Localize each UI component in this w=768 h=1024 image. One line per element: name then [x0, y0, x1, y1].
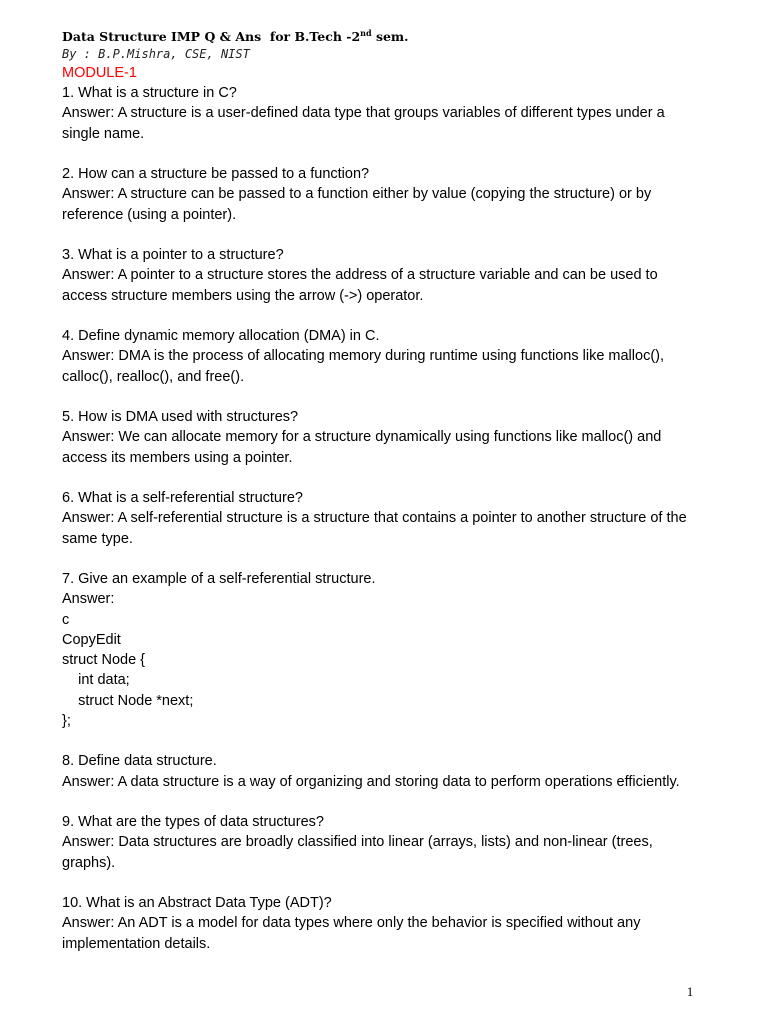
qa-item [62, 164, 702, 225]
answer-text: An ADT is a model for data types where only the behavior is specified without any implementation details. [62, 915, 641, 952]
document-title-superscript: nd [360, 28, 372, 38]
document-title [62, 28, 702, 46]
answer-label: Answer: [62, 510, 115, 527]
qa-item [62, 245, 702, 306]
qa-item [62, 326, 702, 387]
qa-item [62, 83, 702, 144]
answer-label: Answer: [62, 915, 115, 932]
code-line: CopyEdit [62, 631, 121, 648]
answer-label: Answer: [62, 834, 115, 851]
answer-label: Answer: [62, 105, 115, 122]
question-text: 1. What is a structure in C? [62, 85, 237, 101]
question-text: 3. What is a pointer to a structure? [62, 247, 284, 263]
code-line: int data; [62, 672, 130, 689]
question-text: 5. How is DMA used with structures? [62, 409, 299, 425]
qa-item [62, 893, 702, 954]
answer [62, 508, 702, 549]
question-text: 7. Give an example of a self-referential structure. [62, 571, 376, 587]
module-heading: MODULE-1 [62, 65, 137, 81]
answer-text: A structure can be passed to a function either by value (copying the structure) or by reference (using a pointer). [62, 186, 652, 223]
qa-item [62, 569, 702, 731]
question-text: 2. How can a structure be passed to a function? [62, 166, 370, 182]
question-text: 4. Define dynamic memory allocation (DMA) in C. [62, 328, 380, 344]
code-line: struct Node { [62, 652, 146, 668]
document-author: By : B.P.Mishra, CSE, NIST [62, 47, 250, 61]
document-title-tail: sem. [371, 29, 409, 44]
answer-label: Answer: [62, 348, 115, 365]
answer [62, 832, 702, 873]
answer-text: Data structures are broadly classified into linear (arrays, lists) and non-linear (trees, graphs). [62, 834, 653, 871]
qa-item [62, 812, 702, 873]
answer [62, 346, 702, 387]
answer-text: A structure is a user-defined data type that groups variables of different types under a single name. [62, 105, 665, 142]
answer-label: Answer: [62, 429, 115, 446]
page-number: 1 [686, 984, 694, 999]
code-snippet [62, 610, 702, 732]
question-text: 9. What are the types of data structures? [62, 814, 324, 830]
question-text: 6. What is a self-referential structure? [62, 490, 303, 506]
qa-item [62, 751, 702, 792]
qa-item [62, 407, 702, 468]
answer [62, 772, 702, 792]
answer [62, 589, 702, 609]
answer [62, 103, 702, 144]
answer-text: A self-referential structure is a structure that contains a pointer to another structure of the same type. [62, 510, 687, 547]
code-line: struct Node *next; [62, 692, 194, 709]
answer [62, 184, 702, 225]
question-text: 10. What is an Abstract Data Type (ADT)? [62, 895, 332, 911]
answer [62, 427, 702, 468]
answer-text: A data structure is a way of organizing and storing data to perform operations efficiently. [114, 773, 680, 790]
qa-item [62, 488, 702, 549]
code-line: c [62, 611, 70, 628]
answer [62, 913, 702, 954]
answer-label: Answer: [62, 267, 115, 284]
answer-text: DMA is the process of allocating memory during runtime using functions like malloc(), calloc(), realloc(), and free(). [62, 348, 665, 385]
answer-label: Answer: [62, 591, 115, 608]
answer [62, 265, 702, 306]
document-title-main: Data Structure IMP Q & Ans for B.Tech -2 [62, 29, 361, 44]
code-line: }; [62, 712, 71, 729]
qa-list [62, 83, 702, 954]
document-page [62, 28, 702, 974]
answer-text: A pointer to a structure stores the address of a structure variable and can be used to access structure members using the arrow (->) operator. [62, 267, 658, 304]
question-text: 8. Define data structure. [62, 753, 217, 770]
answer-label: Answer: [62, 773, 115, 790]
answer-label: Answer: [62, 186, 115, 203]
answer-text: We can allocate memory for a structure dynamically using functions like malloc() and access its members using a pointer. [62, 429, 662, 466]
